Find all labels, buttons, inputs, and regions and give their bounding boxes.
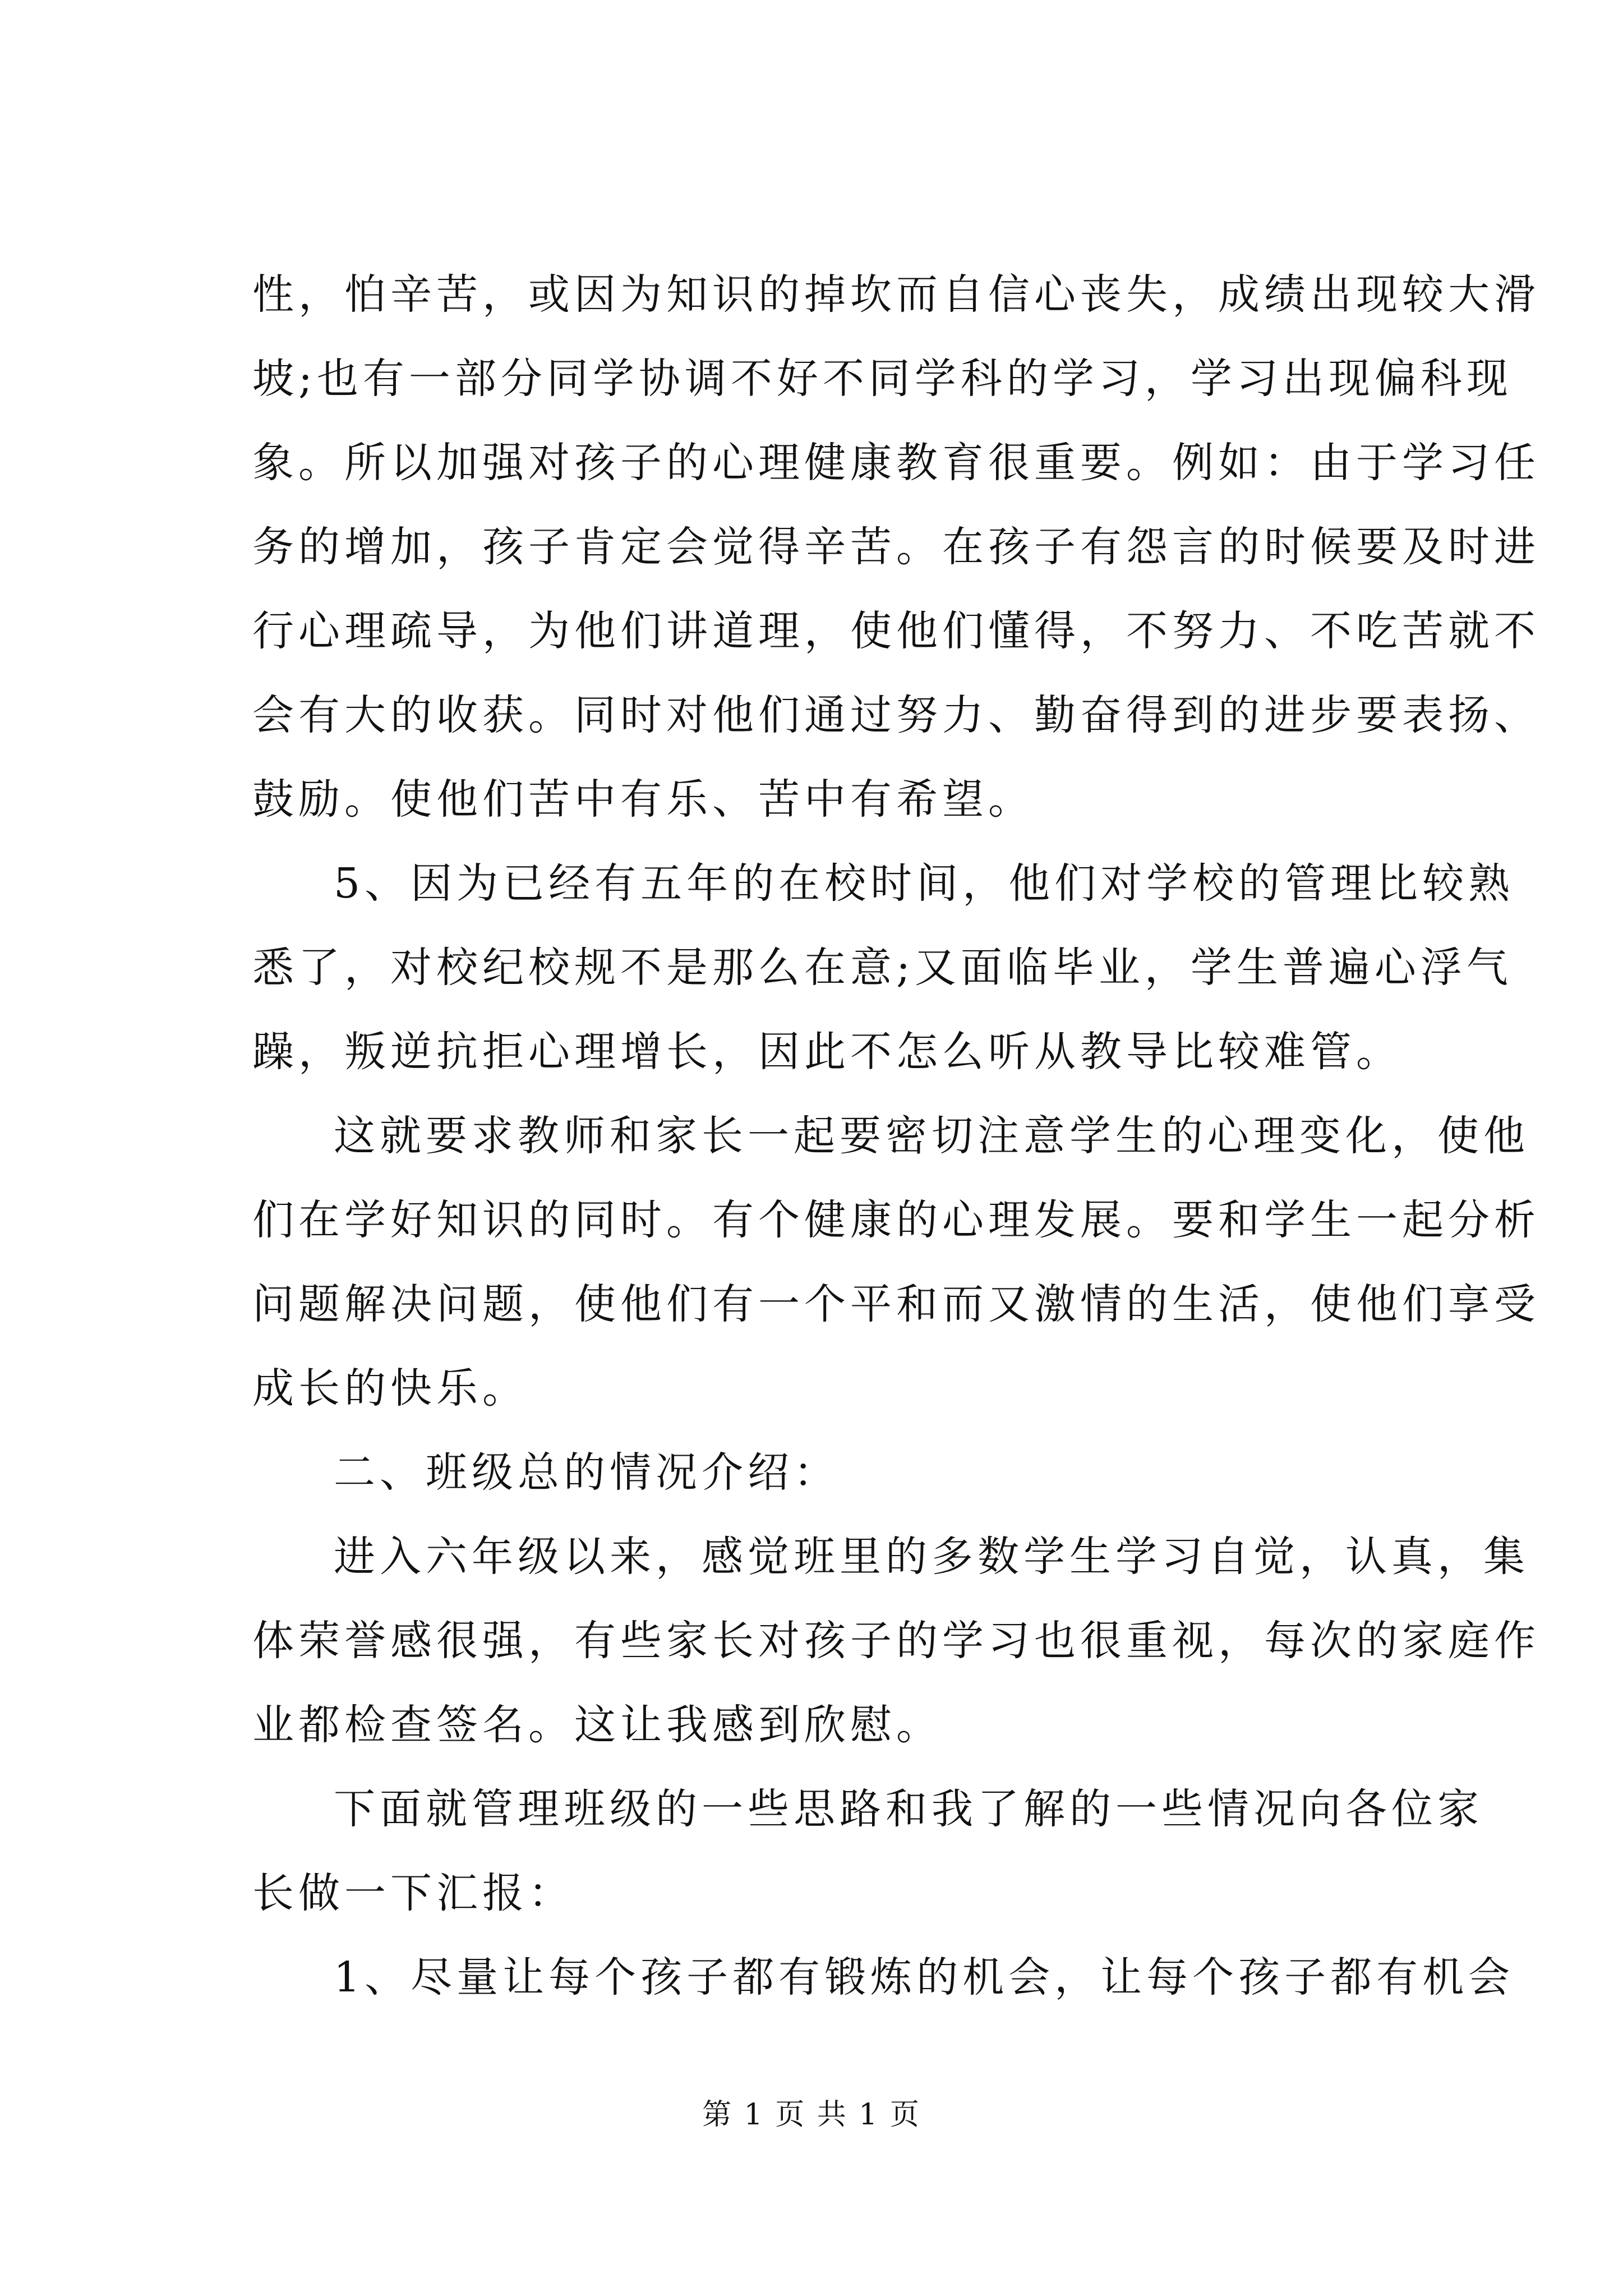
text-line: 体荣誉感很强，有些家长对孩子的学习也很重视，每次的家庭作 — [252, 1617, 1540, 1665]
text-line: 务的增加，孩子肯定会觉得辛苦。在孩子有怨言的时候要及时进 — [252, 523, 1540, 571]
section-heading: 二、班级总的情况介绍： — [334, 1448, 840, 1497]
text-line: 象。所以加强对孩子的心理健康教育很重要。例如：由于学习任 — [252, 439, 1540, 487]
text-line: 行心理疏导，为他们讲道理，使他们懂得，不努力、不吃苦就不 — [252, 607, 1540, 655]
text-line: 成长的快乐。 — [252, 1364, 528, 1412]
paragraph-first-line: 下面就管理班级的一些思路和我了解的一些情况向各位家 — [334, 1785, 1483, 1833]
text-line: 会有大的收获。同时对他们通过努力、勤奋得到的进步要表扬、 — [252, 691, 1540, 739]
text-line: 问题解决问题，使他们有一个平和而又激情的生活，使他们享受 — [252, 1280, 1540, 1328]
text-line: 们在学好知识的同时。有个健康的心理发展。要和学生一起分析 — [252, 1196, 1540, 1244]
text-line: 躁，叛逆抗拒心理增长，因此不怎么听从教导比较难管。 — [252, 1028, 1402, 1076]
paragraph-first-line: 这就要求教师和家长一起要密切注意学生的心理变化，使他 — [334, 1112, 1529, 1160]
paragraph-first-line: 1、尽量让每个孩子都有锻炼的机会，让每个孩子都有机会 — [334, 1953, 1515, 2001]
paragraph-first-line: 进入六年级以来，感觉班里的多数学生学习自觉，认真，集 — [334, 1533, 1529, 1581]
text-line: 长做一下汇报： — [252, 1869, 574, 1917]
text-line: 业都检查签名。这让我感到欣慰。 — [252, 1701, 942, 1749]
page-footer: 第 1 页 共 1 页 — [702, 2098, 921, 2132]
text-line: 鼓励。使他们苦中有乐、苦中有希望。 — [252, 775, 1034, 823]
document-body — [252, 252, 1540, 2019]
paragraph-first-line: 5、因为已经有五年的在校时间，他们对学校的管理比较熟 — [334, 859, 1515, 908]
text-line: 悉了，对校纪校规不是那么在意;又面临毕业，学生普遍心浮气 — [252, 944, 1513, 992]
text-line: 性，怕辛苦，或因为知识的掉坎而自信心丧失，成绩出现较大滑 — [252, 270, 1540, 319]
text-line: 坡;也有一部分同学协调不好不同学科的学习，学习出现偏科现 — [252, 355, 1513, 403]
